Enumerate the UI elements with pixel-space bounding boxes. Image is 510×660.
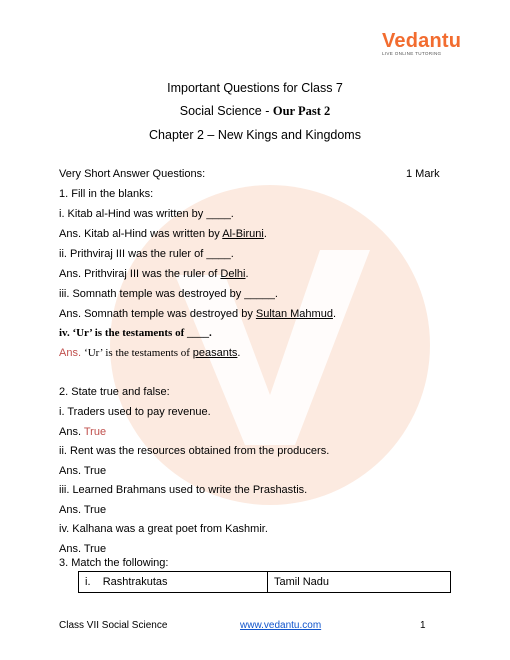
answer: Ans. Kitab al-Hind was written by Al-Biruni. [59, 228, 267, 240]
footer-left: Class VII Social Science [59, 620, 168, 631]
question: iv. ‘Ur’ is the testaments of ____. [59, 327, 212, 339]
question: i. Kitab al-Hind was written by ____. [59, 208, 234, 220]
answer [59, 465, 106, 477]
answer-label: Ans. [59, 268, 85, 280]
answer-value: Al-Biruni [222, 228, 264, 240]
logo-wordmark: Vedantu [382, 30, 462, 52]
question-heading: 3. Match the following: [59, 557, 169, 569]
row-number: i. [85, 576, 91, 588]
chapter-title: Chapter 2 – New Kings and Kingdoms [149, 128, 361, 142]
question: iv. Kalhana was a great poet from Kashmir. [59, 523, 268, 535]
page-number: 1 [420, 620, 426, 631]
answer [59, 426, 106, 438]
answer-label: Ans. [59, 347, 85, 359]
question: ii. Prithviraj III was the ruler of ____. [59, 248, 234, 260]
answer-value: Delhi [220, 268, 246, 280]
answer-value: peasants [192, 347, 238, 359]
subject-prefix: Social Science - [179, 104, 273, 118]
answer-value: True [83, 504, 107, 516]
answer-value: True [83, 465, 107, 477]
table-row [79, 572, 451, 593]
vedantu-logo [382, 30, 466, 56]
question: iii. Learned Brahmans used to write the Prashastis. [59, 484, 308, 496]
logo-tagline: LIVE ONLINE TUTORING [382, 51, 442, 56]
book-name: Our Past 2 [272, 104, 331, 118]
answer-label: Ans. [59, 543, 84, 555]
section-title: Very Short Answer Questions: [59, 168, 206, 180]
page-title: Important Questions for Class 7 [167, 81, 343, 95]
answer-label: Ans. [59, 465, 84, 477]
answer-value: True [83, 426, 107, 438]
question-heading: 2. State true and false: [59, 386, 170, 398]
answer-label: Ans. [59, 308, 85, 320]
answer [59, 543, 106, 555]
question: ii. Rent was the resources obtained from the producers. [59, 445, 330, 457]
answer: Ans. Somnath temple was destroyed by Sultan Mahmud. [59, 308, 336, 320]
table-cell-left [79, 572, 268, 593]
match-left: Rashtrakutas [102, 576, 168, 588]
marks-label: 1 Mark [406, 168, 440, 180]
question: iii. Somnath temple was destroyed by _____. [59, 288, 278, 300]
question-heading: 1. Fill in the blanks: [59, 188, 154, 200]
footer-website-link[interactable]: www.vedantu.com [240, 620, 322, 631]
answer-label: Ans. [59, 504, 84, 516]
answer: Ans. ‘Ur’ is the testaments of peasants. [59, 347, 241, 359]
subject-title [0, 104, 510, 119]
question: i. Traders used to pay revenue. [59, 406, 211, 418]
answer-value: True [83, 543, 107, 555]
answer [59, 504, 106, 516]
match-table [78, 571, 451, 593]
answer-label: Ans. [59, 228, 85, 240]
answer: Ans. Prithviraj III was the ruler of Delhi. [59, 268, 249, 280]
answer-value: Sultan Mahmud [255, 308, 333, 320]
table-cell-right: Tamil Nadu [268, 572, 451, 593]
answer-label: Ans. [59, 426, 84, 438]
